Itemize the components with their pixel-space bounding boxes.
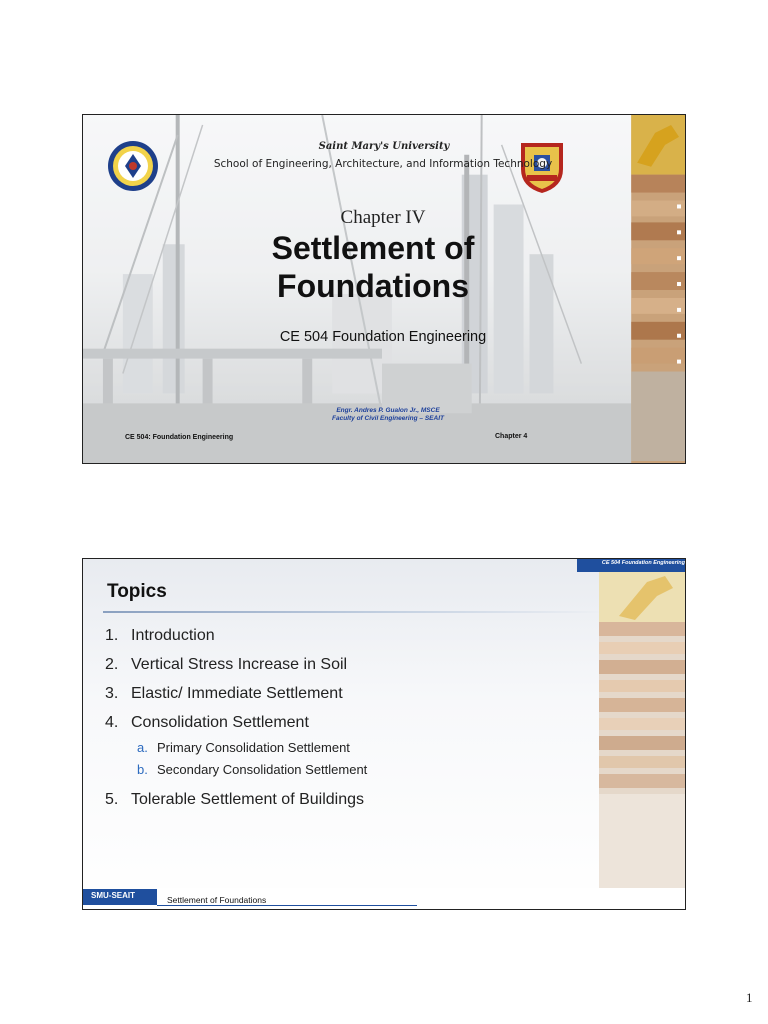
sub-list-item	[105, 737, 585, 759]
footer-tab-text: SMU-SEAIT	[91, 891, 135, 900]
list-item	[105, 785, 585, 814]
topics-heading: Topics	[107, 581, 167, 602]
footer-title: Settlement of Foundations	[167, 895, 267, 905]
header-tag-text: CE 504 Foundation Engineering	[601, 560, 685, 566]
sub-list-item	[105, 759, 585, 781]
author-credit	[263, 407, 513, 423]
sub-item-label: Primary Consolidation Settlement	[157, 740, 350, 755]
item-number: 3.	[105, 685, 119, 702]
sub-item-letter: a.	[137, 740, 148, 755]
university-name: Saint Mary's University	[318, 141, 450, 152]
item-label: Elastic/ Immediate Settlement	[131, 685, 343, 702]
author-name: Engr. Andres P. Gualon Jr., MSCE	[336, 407, 440, 414]
item-number: 2.	[105, 656, 119, 673]
chapter-label: Chapter IV	[340, 207, 426, 228]
item-number: 1.	[105, 627, 119, 644]
course-name: CE 504 Foundation Engineering	[279, 329, 487, 345]
author-affiliation: Faculty of Civil Engineering – SEAIT	[332, 415, 444, 422]
sub-item-label: Secondary Consolidation Settlement	[157, 762, 368, 777]
list-item	[105, 679, 585, 708]
topics-slide	[82, 558, 686, 910]
piles-photo-strip	[599, 572, 686, 888]
title-line-1: Settlement of	[271, 230, 475, 266]
slide-footer-right: Chapter 4	[495, 433, 528, 440]
item-number: 4.	[105, 714, 119, 731]
title-slide	[82, 114, 686, 464]
sub-item-letter: b.	[137, 762, 148, 777]
item-label: Consolidation Settlement	[131, 714, 309, 731]
page-number: 1	[746, 990, 753, 1005]
heading-underline	[103, 611, 603, 613]
item-label: Tolerable Settlement of Buildings	[131, 791, 365, 808]
item-label: Introduction	[131, 627, 215, 644]
footer-underline	[157, 905, 417, 906]
list-item	[105, 621, 585, 650]
list-item	[105, 650, 585, 679]
item-label: Vertical Stress Increase in Soil	[131, 656, 348, 673]
school-name: School of Engineering, Architecture, and Information Technology	[213, 158, 553, 170]
slide-footer-left: CE 504: Foundation Engineering	[125, 434, 234, 441]
title-line-2: Foundations	[277, 268, 469, 304]
topics-list	[105, 621, 585, 814]
slide-title	[203, 229, 543, 305]
item-number: 5.	[105, 791, 119, 808]
list-item	[105, 708, 585, 737]
